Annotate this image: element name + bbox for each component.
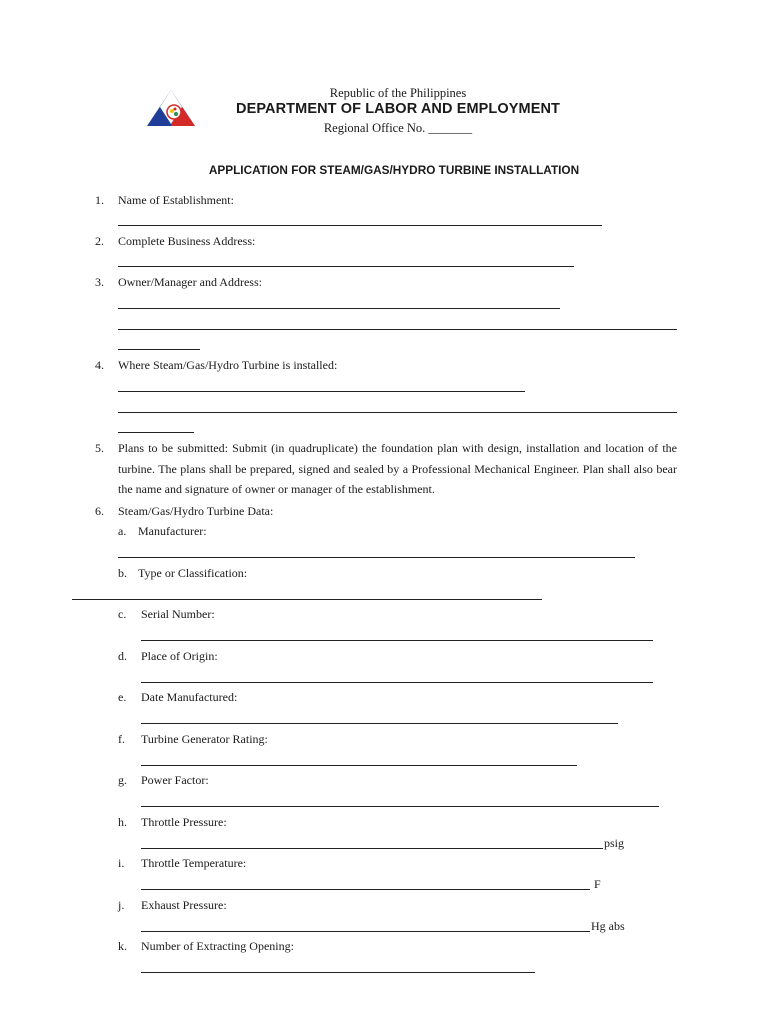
subitem-letter: h. bbox=[118, 815, 127, 829]
generator-rating-label: Turbine Generator Rating: bbox=[141, 732, 268, 746]
place-of-origin-label: Place of Origin: bbox=[141, 649, 218, 663]
turbine-location-label: Where Steam/Gas/Hydro Turbine is installed: bbox=[118, 358, 338, 372]
generator-rating-field[interactable] bbox=[141, 765, 577, 766]
throttle-pressure-unit: psig bbox=[604, 836, 625, 850]
serial-number-label: Serial Number: bbox=[141, 607, 215, 621]
type-classification-field[interactable] bbox=[72, 599, 542, 600]
department-heading: DEPARTMENT OF LABOR AND EMPLOYMENT bbox=[236, 101, 560, 117]
item-number: 6. bbox=[95, 504, 104, 518]
form-title: APPLICATION FOR STEAM/GAS/HYDRO TURBINE INSTALLATION bbox=[208, 163, 580, 177]
subitem-letter: g. bbox=[118, 773, 127, 787]
place-of-origin-field[interactable] bbox=[141, 682, 653, 683]
exhaust-pressure-field[interactable] bbox=[141, 931, 590, 932]
owner-manager-field-line-2[interactable] bbox=[118, 329, 677, 330]
item-number: 1. bbox=[95, 193, 104, 207]
subitem-letter: k. bbox=[118, 939, 127, 953]
plans-instructions: Plans to be submitted: Submit (in quadruplicate) the foundation plan with design, installation and location of the turbine. The plans shall be prepared, signed and sealed by a Professional Mechanical Engineer. Plan shall also bear the name and signature of owner or manager of the establishment. bbox=[118, 441, 677, 496]
subitem-letter: i. bbox=[118, 856, 125, 870]
owner-manager-field-line-3[interactable] bbox=[118, 349, 200, 350]
date-manufactured-field[interactable] bbox=[141, 723, 618, 724]
subitem-letter: j. bbox=[118, 898, 125, 912]
serial-number-field[interactable] bbox=[141, 640, 653, 641]
throttle-temperature-unit: F bbox=[594, 877, 601, 891]
item-number: 4. bbox=[95, 358, 104, 372]
owner-manager-label: Owner/Manager and Address: bbox=[118, 275, 262, 289]
subitem-letter: e. bbox=[118, 690, 127, 704]
power-factor-field[interactable] bbox=[141, 806, 659, 807]
subitem-letter: b. bbox=[118, 566, 127, 580]
business-address-field[interactable] bbox=[118, 266, 574, 267]
name-of-establishment-label: Name of Establishment: bbox=[118, 193, 234, 207]
manufacturer-field[interactable] bbox=[118, 557, 635, 558]
subitem-letter: d. bbox=[118, 649, 127, 663]
subitem-letter: c. bbox=[118, 607, 127, 621]
type-classification-label: Type or Classification: bbox=[138, 566, 248, 580]
subitem-letter: f. bbox=[118, 732, 125, 746]
turbine-location-field-line-1[interactable] bbox=[118, 391, 525, 392]
extracting-opening-field[interactable] bbox=[141, 972, 535, 973]
throttle-temperature-field[interactable] bbox=[141, 889, 590, 890]
exhaust-pressure-unit: Hg abs bbox=[591, 919, 625, 933]
name-of-establishment-field[interactable] bbox=[118, 225, 602, 226]
throttle-pressure-label: Throttle Pressure: bbox=[141, 815, 227, 829]
manufacturer-label: Manufacturer: bbox=[138, 524, 207, 538]
turbine-data-label: Steam/Gas/Hydro Turbine Data: bbox=[118, 504, 274, 518]
item-number: 3. bbox=[95, 275, 104, 289]
turbine-location-field-line-3[interactable] bbox=[118, 432, 194, 433]
exhaust-pressure-label: Exhaust Pressure: bbox=[141, 898, 227, 912]
throttle-temperature-label: Throttle Temperature: bbox=[141, 856, 247, 870]
business-address-label: Complete Business Address: bbox=[118, 234, 256, 248]
turbine-location-field-line-2[interactable] bbox=[118, 412, 677, 413]
republic-heading: Republic of the Philippines bbox=[329, 86, 467, 100]
extracting-opening-label: Number of Extracting Opening: bbox=[141, 939, 294, 953]
throttle-pressure-field[interactable] bbox=[141, 848, 603, 849]
item-number: 5. bbox=[95, 441, 104, 455]
item-number: 2. bbox=[95, 234, 104, 248]
regional-office-line: Regional Office No. _______ bbox=[323, 121, 473, 135]
owner-manager-field-line-1[interactable] bbox=[118, 308, 560, 309]
power-factor-label: Power Factor: bbox=[141, 773, 209, 787]
subitem-letter: a. bbox=[118, 524, 127, 538]
date-manufactured-label: Date Manufactured: bbox=[141, 690, 238, 704]
